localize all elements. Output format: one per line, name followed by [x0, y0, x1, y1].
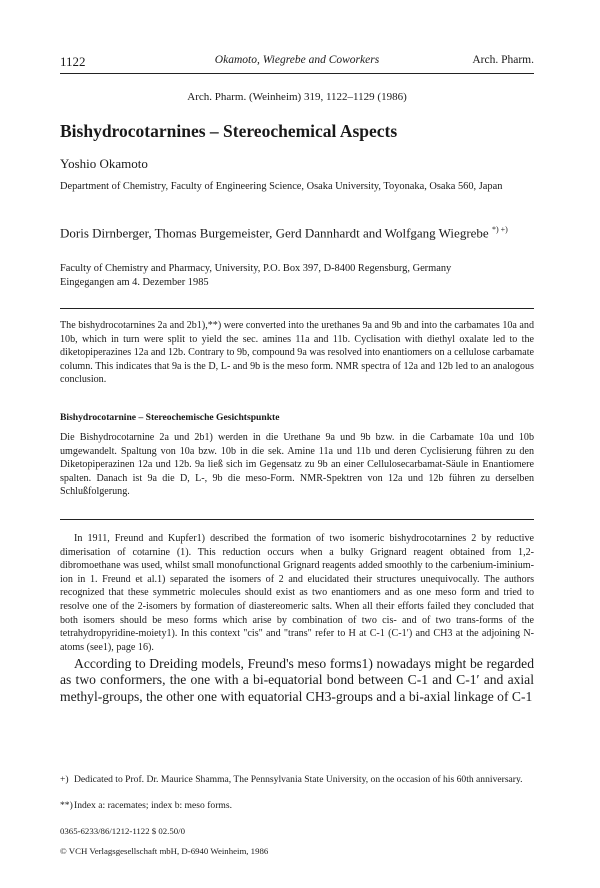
footnote-2-text: Index a: racemates; index b: meso forms. [74, 800, 232, 811]
authors-2: Doris Dirnberger, Thomas Burgemeister, Gerd Dannhardt and Wolfgang Wiegrebe [60, 225, 489, 241]
footnote-1-mark: +) [60, 774, 69, 785]
footnote-1 [60, 774, 534, 787]
footnote-1-text: Dedicated to Prof. Dr. Maurice Shamma, The Pennsylvania State University, on the occasion of his 60th anniversary. [74, 774, 523, 785]
author-marks: *) +) [491, 225, 508, 234]
received-date: Eingegangen am 4. Dezember 1985 [60, 276, 209, 288]
affiliation-2-text: Faculty of Chemistry and Pharmacy, University, P.O. Box 397, D-8400 Regensburg, Germany [60, 263, 452, 274]
abstract-german: Die Bishydrocotarnine 2a und 2b1) werden in die Urethane 9a und 9b bzw. in die Carbamate 10a und 10b umgewandelt. Spaltung von 10a bzw. 10b in die sek. Amine 11a und 11b und deren Cyclisierung führen zu den Diketopiperazinen 12a und 12b. 9a ließ sich im Gegensatz zu 9b an einer Cellulosecarbamat-Säule in Enantiomere spalten. Danach ist 9a die D, L-, 9b die meso-Form. NMR-Spektren von 12a und 12b führen zu derselben Schlußfolgerung. [60, 432, 534, 498]
para-1: In 1911, Freund and Kupfer1) described the formation of two isomeric bishydrocotarnines 2 by reductive dimerisation of cotarnine (1). This reduction occurs when a bulky Grignard reagent obtained from 1,2-dibromoethane was used, whilst small monofunctional Grignard reagents added smoothly to the carbenium-iminium-ion in 1. Freund et al.1) separated the isomers of 2 and elucidated their structures unequivocally. The authors recognized that these symmetric molecules should exist as two enantiomers and as one meso form and tried to resolve one of the 2-isomers by formation of diastereomeric salts. When all their efforts failed they concluded that both isomers should be meso forms which arise by combination of two cis- and of two trans-forms of the tetrahydropyridine-moiety1). In this context "cis" and "trans" refer to H at C-1 (C-1′) and CH3 at the adjoining N-atoms (see1), page 16). [60, 533, 534, 653]
journal-short: Arch. Pharm. [472, 54, 534, 66]
footnote-2 [60, 800, 534, 813]
running-title: Okamoto, Wiegrebe and Coworkers [214, 54, 380, 66]
body-paragraph-1 [60, 532, 534, 654]
author-group-1: Yoshio Okamoto [60, 156, 148, 171]
header-rule [60, 73, 534, 74]
abstract-rule-bottom [60, 519, 534, 520]
para-2: According to Dreiding models, Freund's meso forms1) nowadays might be regarded as two conformers, the one with a bi-equatorial bond between C-1 and C-1′ and axial methyl-groups, the other one with equatorial CH3-groups and a bi-axial linkage of C-1 [60, 656, 534, 704]
citation: Arch. Pharm. (Weinheim) 319, 1122–1129 (1986) [187, 91, 407, 103]
article-code: 0365-6233/86/1212-1122 $ 02.50/0 [60, 826, 186, 836]
running-header [60, 54, 534, 72]
footnote-2-mark: **) [60, 800, 73, 811]
article-title: Bishydrocotarnines – Stereochemical Aspects [60, 121, 398, 141]
page-number: 1122 [60, 54, 86, 69]
affiliation-2 [60, 262, 534, 289]
copyright: © VCH Verlagsgesellschaft mbH, D-6940 Weinheim, 1986 [60, 846, 269, 856]
affiliation-1: Department of Chemistry, Faculty of Engineering Science, Osaka University, Toyonaka, Osaka 560, Japan [60, 181, 503, 192]
abstract-english: The bishydrocotarnines 2a and 2b1),**) were converted into the urethanes 9a and 9b and into the carbamates 10a and 10b, which in turn were split to yield the sec. amines 11a and 11b. Cyclisation with diethyl oxalate led to the diketopiperazines 12a and 12b. Contrary to 9b, compound 9a was resolved into enantiomers on a cellulose carbamate column. This indicates that 9a is the D, L- and 9b is the meso form. NMR spectra of 12a and 12b led to an analogous conclusion. [60, 320, 534, 386]
author-group-2 [60, 222, 534, 241]
abstract-rule-top [60, 308, 534, 309]
body-paragraph-2 [60, 656, 534, 705]
german-title: Bishydrocotarnine – Stereochemische Gesichtspunkte [60, 412, 280, 423]
